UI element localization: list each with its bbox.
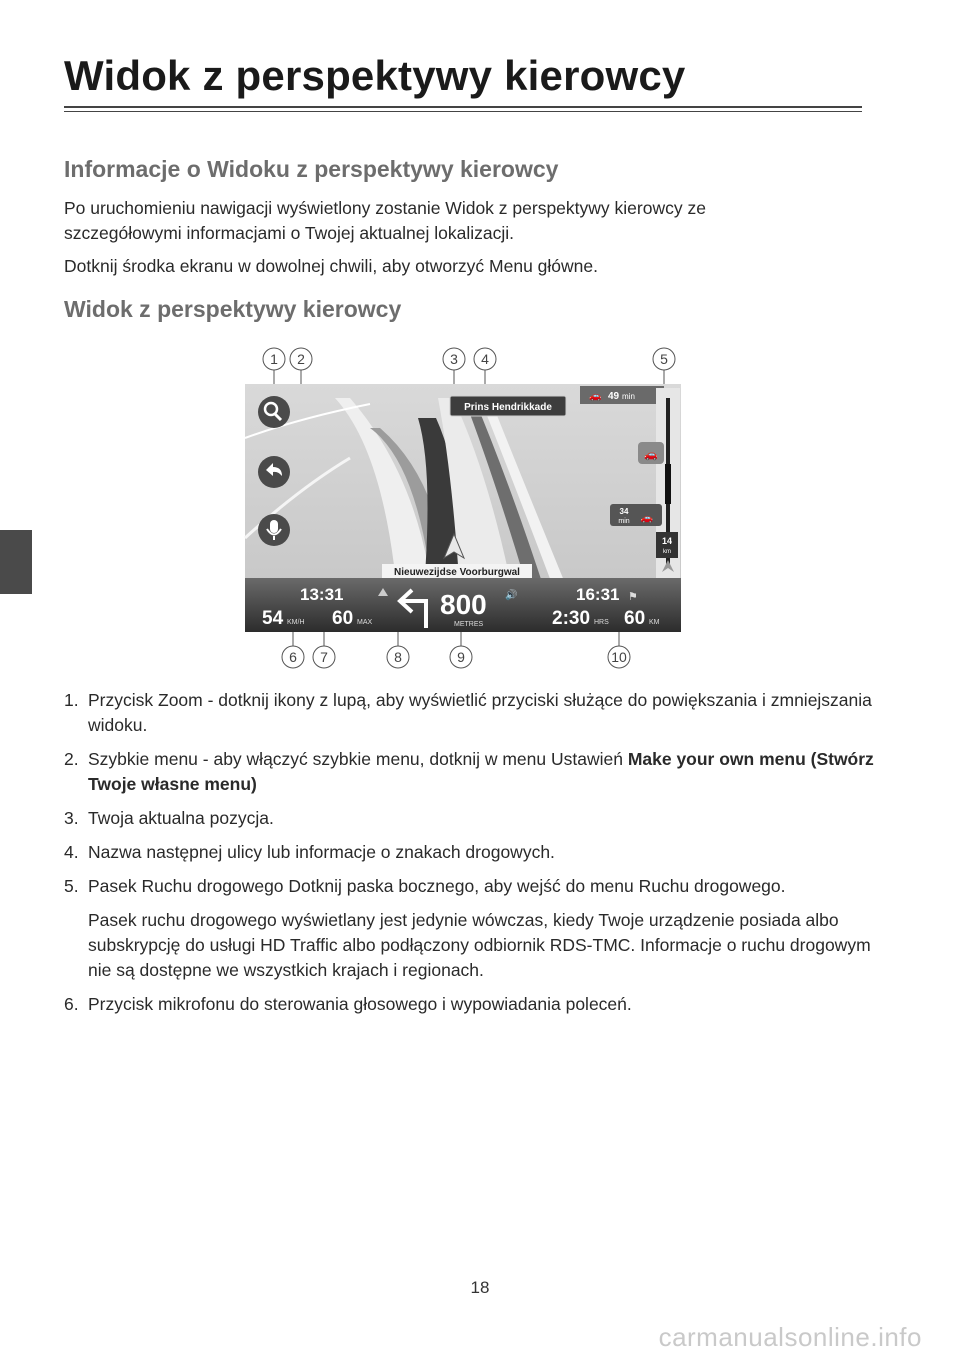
list-item-text: Nazwa następnej ulicy lub informacje o znakach drogowych. — [88, 842, 555, 862]
list-item-text: Pasek Ruchu drogowego Dotknij paska bocznego, aby wejść do menu Ruchu drogowego. — [88, 876, 786, 896]
speed-unit: KM/H — [287, 619, 305, 626]
remaining-distance: 60 — [624, 608, 646, 629]
list-item-text: Twoja aktualna pozycja. — [88, 808, 274, 828]
quick-menu-button[interactable] — [258, 456, 290, 488]
page-title: Widok z perspektywy kierowcy — [64, 52, 686, 99]
list-item-number: 5. — [64, 876, 79, 896]
turn-distance: 800 — [440, 589, 487, 620]
checkered-flag-icon: ⚑ — [628, 591, 638, 603]
current-speed: 54 — [262, 608, 284, 629]
list-item-number: 2. — [64, 749, 79, 769]
callout-6: 6 — [289, 649, 297, 665]
section-heading-info: Informacje o Widoku z perspektywy kierowcy — [64, 156, 559, 182]
list-item-text: Przycisk mikrofonu do sterowania głosowego i wypowiadania poleceń. — [88, 994, 632, 1014]
list-item-number: 1. — [64, 690, 79, 710]
arrival-time: 16:31 — [576, 585, 620, 604]
next-street-name: Prins Hendrikkade — [464, 402, 552, 413]
list-item-text: Przycisk Zoom - dotknij ikony z lupą, aby wyświetlić przyciski służące do powiększania i zmniejszania widoku. — [88, 690, 872, 735]
traffic-delay-mid-value: 34 — [619, 507, 629, 516]
list-item-bold-text: Make your own menu (Stwórz Twoje własne menu) — [88, 749, 874, 794]
intro-line-2: szczegółowymi informacjami o Twojej aktualnej lokalizacji. — [64, 223, 514, 243]
list-item — [64, 840, 884, 865]
remaining-time: 2:30 — [552, 608, 591, 629]
microphone-button[interactable] — [258, 514, 290, 546]
current-time: 13:31 — [300, 585, 344, 604]
title-rule-thick — [64, 106, 862, 108]
list-item-number: 3. — [64, 808, 79, 828]
turn-distance-unit: METRES — [454, 621, 484, 628]
remaining-time-unit: HRS — [594, 619, 609, 626]
intro-line-1: Po uruchomieniu nawigacji wyświetlony zostanie Widok z perspektywy kierowcy ze — [64, 198, 706, 218]
traffic-delay-top: 49 — [608, 391, 620, 402]
callout-10: 10 — [611, 649, 627, 665]
traffic-distance-value: 14 — [661, 536, 673, 546]
list-item — [64, 874, 884, 983]
zoom-button[interactable] — [258, 396, 290, 428]
driving-view-figure — [240, 338, 690, 674]
car-icon: 🚗 — [589, 391, 602, 402]
page-number: 18 — [470, 1278, 490, 1297]
car-icon: 🚗 — [640, 513, 654, 524]
list-item — [64, 747, 884, 797]
list-item — [64, 688, 884, 738]
remaining-distance-unit: KM — [649, 619, 660, 626]
title-rule-thin — [64, 111, 862, 112]
callout-7: 7 — [320, 649, 328, 665]
list-item-number: 4. — [64, 842, 79, 862]
section-heading-driving-view: Widok z perspektywy kierowcy — [64, 296, 402, 322]
traffic-delay-mid-unit: min — [618, 518, 630, 525]
chapter-tab — [0, 530, 32, 594]
traffic-delay-top-unit: min — [622, 392, 635, 401]
watermark: carmanualsonline.info — [658, 1322, 922, 1352]
car-icon: 🚗 — [644, 448, 658, 461]
callout-5: 5 — [660, 351, 668, 367]
list-item-text: Szybkie menu - aby włączyć szybkie menu, dotknij w menu Ustawień — [88, 749, 628, 769]
speed-limit-unit: MAX — [357, 619, 373, 626]
list-item-number: 6. — [64, 994, 79, 1014]
current-road-name: Nieuwezijdse Voorburgwal — [394, 567, 520, 578]
volume-icon: 🔊 — [505, 590, 518, 601]
tap-paragraph: Dotknij środka ekranu w dowolnej chwili, aby otworzyć Menu główne. — [64, 256, 598, 276]
callout-8: 8 — [394, 649, 402, 665]
callout-2: 2 — [297, 351, 305, 367]
callout-4: 4 — [481, 351, 489, 367]
list-item — [64, 992, 884, 1017]
callout-1: 1 — [270, 351, 278, 367]
callout-3: 3 — [450, 351, 458, 367]
callout-9: 9 — [457, 649, 465, 665]
list-item — [64, 806, 884, 831]
intro-paragraph — [64, 196, 864, 246]
traffic-distance-unit: km — [663, 549, 671, 555]
speed-limit: 60 — [332, 608, 354, 629]
list-item-subtext: Pasek ruchu drogowego wyświetlany jest jedynie wówczas, kiedy Twoje urządzenie posiada albo subskrypcję do usługi HD Traffic albo podłączony odbiornik RDS-TMC. Informacje o ruchu drogowym nie są dostępne we wszystkich krajach i regionach. — [88, 910, 871, 980]
legend-list — [64, 688, 884, 1026]
